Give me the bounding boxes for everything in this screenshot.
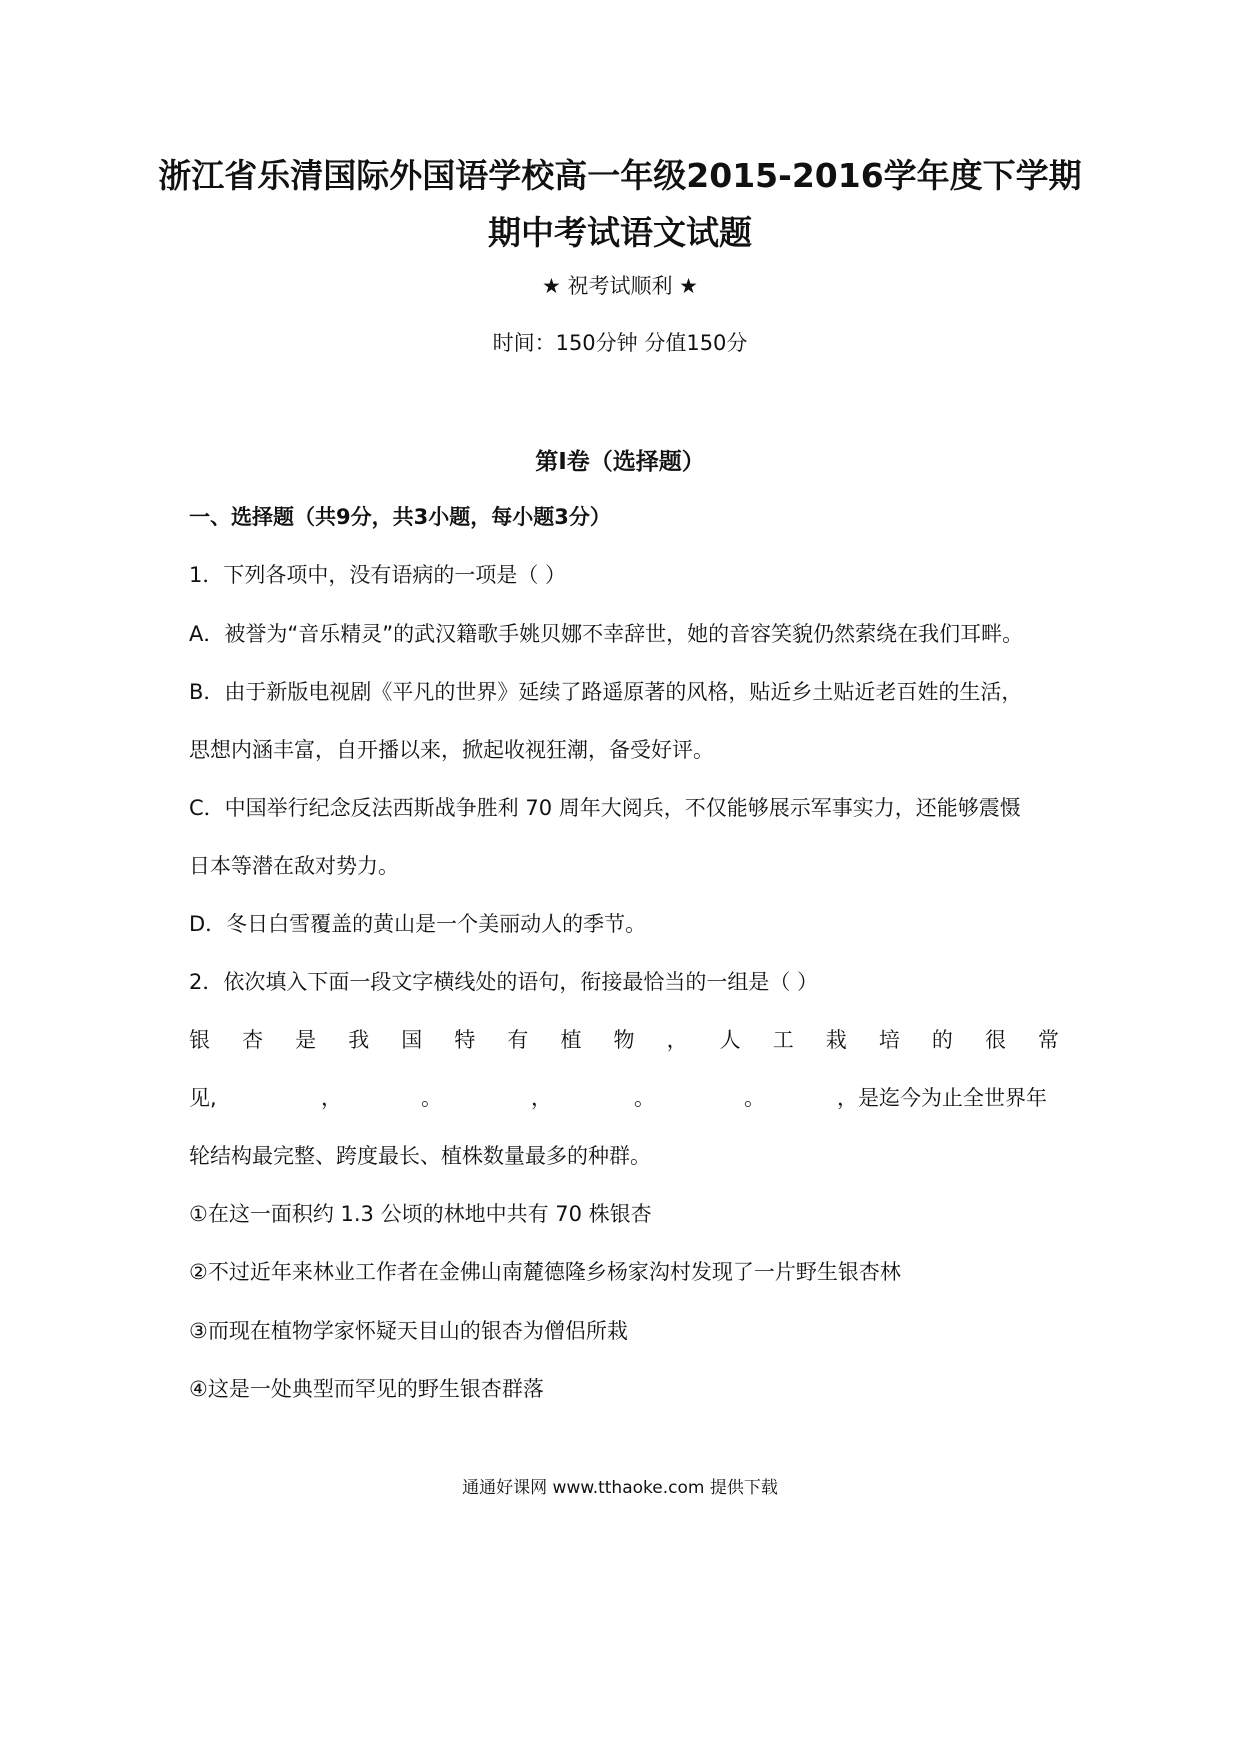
q2-passage-line1 bbox=[189, 1024, 1059, 1054]
passage-char: 物 bbox=[613, 1028, 635, 1052]
q1-option-b-line1: B．由于新版电视剧《平凡的世界》延续了路遥原著的风格，贴近乡土贴近老百姓的生活， bbox=[189, 680, 1023, 704]
q1-stem: 1．下列各项中，没有语病的一项是（ ） bbox=[189, 563, 567, 587]
q2-item-4: ④这是一处典型而罕见的野生银杏群落 bbox=[189, 1377, 544, 1401]
passage-line2-start: 见, bbox=[189, 1086, 217, 1110]
blank-punct-3: ， bbox=[531, 1086, 552, 1110]
passage-char: 杏 bbox=[242, 1028, 264, 1052]
page-footer: 通通好课网 www.tthaoke.com 提供下载 bbox=[462, 1478, 778, 1498]
q2-stem: 2．依次填入下面一段文字横线处的语句，衔接最恰当的一组是（ ） bbox=[189, 970, 819, 994]
q2-passage-line3: 轮结构最完整、跨度最长、植株数量最多的种群。 bbox=[189, 1144, 651, 1168]
passage-char: 很 bbox=[984, 1028, 1006, 1052]
passage-char: 银 bbox=[189, 1028, 210, 1052]
q2-item-3: ③而现在植物学家怀疑天目山的银杏为僧侣所栽 bbox=[189, 1319, 628, 1343]
exam-title-line1: 浙江省乐清国际外国语学校高一年级2015-2016学年度下学期 bbox=[158, 156, 1082, 195]
blank-punct-4: 。 bbox=[634, 1086, 655, 1110]
q1-option-b-line2: 思想内涵丰富，自开播以来，掀起收视狂潮，备受好评。 bbox=[189, 738, 714, 762]
passage-line2-end: ，是迄今为止全世界年 bbox=[837, 1086, 1047, 1110]
blank-punct-2: 。 bbox=[421, 1086, 442, 1110]
exam-title-line2: 期中考试语文试题 bbox=[488, 213, 752, 252]
passage-char: 我 bbox=[348, 1028, 370, 1052]
q2-item-2: ②不过近年来林业工作者在金佛山南麓德隆乡杨家沟村发现了一片野生银杏林 bbox=[189, 1260, 901, 1284]
passage-char: ， bbox=[666, 1028, 688, 1052]
passage-char: 植 bbox=[560, 1028, 582, 1052]
passage-char: 是 bbox=[295, 1028, 317, 1052]
passage-char: 栽 bbox=[825, 1028, 847, 1052]
passage-char: 的 bbox=[931, 1028, 953, 1052]
exam-time-info: 时间：150分钟 分值150分 bbox=[492, 331, 748, 355]
passage-char: 培 bbox=[878, 1028, 900, 1052]
section1-heading: 一、选择题（共9分，共3小题，每小题3分） bbox=[189, 505, 611, 529]
q2-item-1: ①在这一面积约 1.3 公顷的林地中共有 70 株银杏 bbox=[189, 1202, 652, 1226]
q1-option-d: D．冬日白雪覆盖的黄山是一个美丽动人的季节。 bbox=[189, 912, 647, 936]
passage-char: 国 bbox=[401, 1028, 423, 1052]
passage-char: 常 bbox=[1038, 1028, 1059, 1052]
q1-option-c-line2: 日本等潜在敌对势力。 bbox=[189, 854, 399, 878]
blank-punct-1: ， bbox=[321, 1086, 342, 1110]
passage-char: 有 bbox=[507, 1028, 529, 1052]
passage-char: 人 bbox=[719, 1028, 741, 1052]
blank-punct-5: 。 bbox=[744, 1086, 765, 1110]
q1-option-a: A．被誉为“音乐精灵”的武汉籍歌手姚贝娜不幸辞世，她的音容笑貌仍然萦绕在我们耳畔。 bbox=[189, 622, 1024, 646]
volume-title: 第I卷（选择题） bbox=[535, 449, 705, 475]
passage-char: 工 bbox=[772, 1028, 794, 1052]
exam-wish: ★ 祝考试顺利 ★ bbox=[541, 274, 698, 298]
passage-char: 特 bbox=[454, 1028, 476, 1052]
q1-option-c-line1: C．中国举行纪念反法西斯战争胜利 70 周年大阅兵，不仅能够展示军事实力，还能够震慑 bbox=[189, 796, 1021, 820]
